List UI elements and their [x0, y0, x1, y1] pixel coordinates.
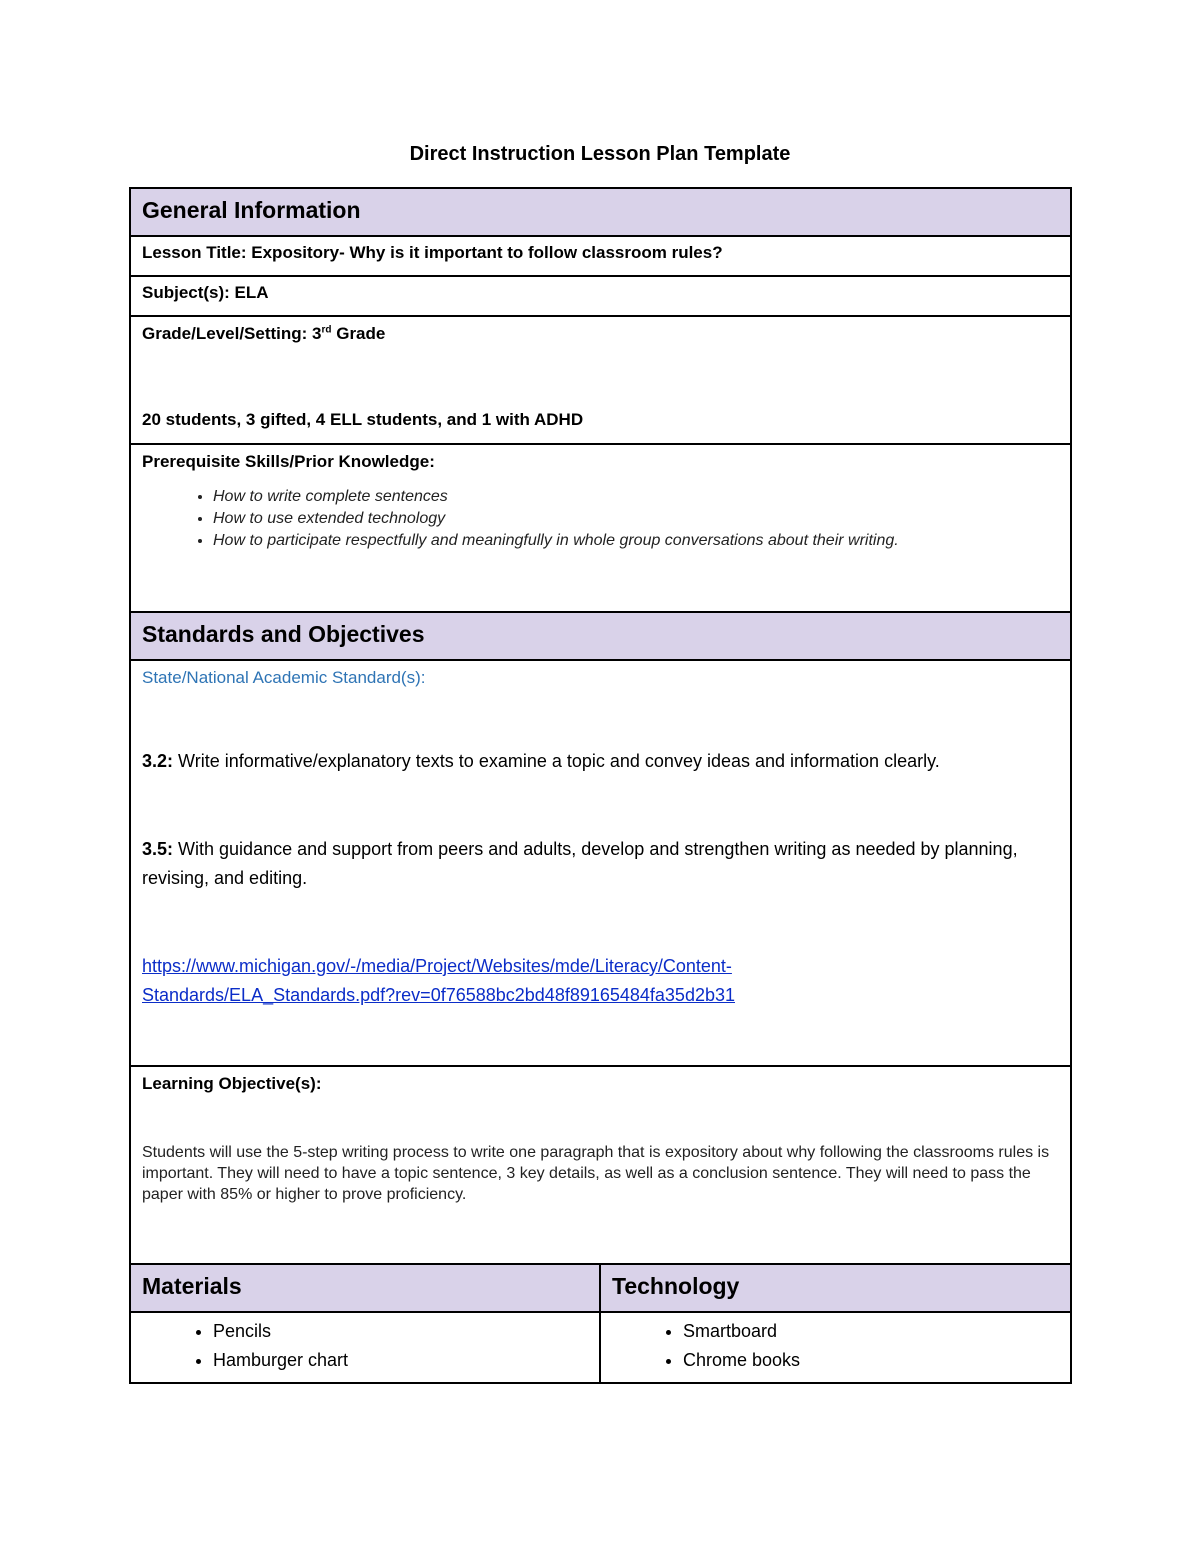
subject-row — [130, 276, 1071, 316]
class-info: 20 students, 3 gifted, 4 ELL students, and 1 with ADHD — [142, 410, 584, 429]
standards-header-row — [130, 612, 1071, 660]
materials-header: Materials — [130, 1264, 600, 1312]
general-header-row — [130, 188, 1071, 236]
general-information-header: General Information — [130, 188, 1071, 236]
list-item: • Pencils — [213, 1317, 588, 1346]
list-item: • How to write complete sentences — [213, 486, 1059, 508]
objective-label: Learning Objective(s): — [142, 1074, 322, 1093]
grade-level-setting: Grade/Level/Setting: 3rd Grade — [142, 324, 386, 343]
objective-row — [130, 1066, 1071, 1264]
list-item: • Hamburger chart — [213, 1346, 588, 1375]
prerequisite-list — [142, 486, 1059, 552]
list-item: • How to participate respectfully and meaningfully in whole group conversations about their writing. — [213, 530, 1059, 552]
materials-technology-header-row — [130, 1264, 1071, 1312]
standards-row — [130, 660, 1071, 1066]
technology-header: Technology — [600, 1264, 1071, 1312]
prerequisite-label: Prerequisite Skills/Prior Knowledge: — [142, 452, 435, 471]
list-item: • How to use extended technology — [213, 508, 1059, 530]
list-item: • Smartboard — [683, 1317, 1059, 1346]
subject: Subject(s): ELA — [142, 283, 269, 302]
objective-text: Students will use the 5-step writing process to write one paragraph that is expository about why following the classrooms rules is important. They will need to have a topic sentence, 3 key details, as well as a conclusion sentence. They will need to pass the paper with 85% or higher to prove proficiency. — [142, 1144, 1050, 1203]
materials-cell — [130, 1312, 600, 1383]
prerequisite-row — [130, 444, 1071, 612]
lesson-title-row — [130, 236, 1071, 276]
materials-list — [142, 1317, 588, 1375]
grade-row — [130, 316, 1071, 444]
standards-objectives-header: Standards and Objectives — [130, 612, 1071, 660]
standard-3-2: 3.2: Write informative/explanatory texts to examine a topic and convey ideas and information clearly. — [142, 751, 940, 771]
lesson-plan-table — [129, 187, 1072, 1384]
document-title: Direct Instruction Lesson Plan Template — [409, 143, 791, 165]
materials-technology-row — [130, 1312, 1071, 1383]
technology-list — [612, 1317, 1059, 1375]
technology-cell — [600, 1312, 1071, 1383]
list-item: • Chrome books — [683, 1346, 1059, 1375]
standards-link[interactable]: https://www.michigan.gov/-/media/Project/Websites/mde/Literacy/Content- Standards/ELA_Standards.pdf?rev=0f76588bc2bd48f89165484fa35d2b31 — [142, 956, 735, 1005]
standards-label: State/National Academic Standard(s): — [142, 668, 426, 687]
standard-3-5: 3.5: With guidance and support from peers and adults, develop and strengthen writing as needed by planning, revising, and editing. — [142, 839, 1018, 888]
lesson-title: Lesson Title: Expository- Why is it important to follow classroom rules? — [142, 243, 723, 262]
